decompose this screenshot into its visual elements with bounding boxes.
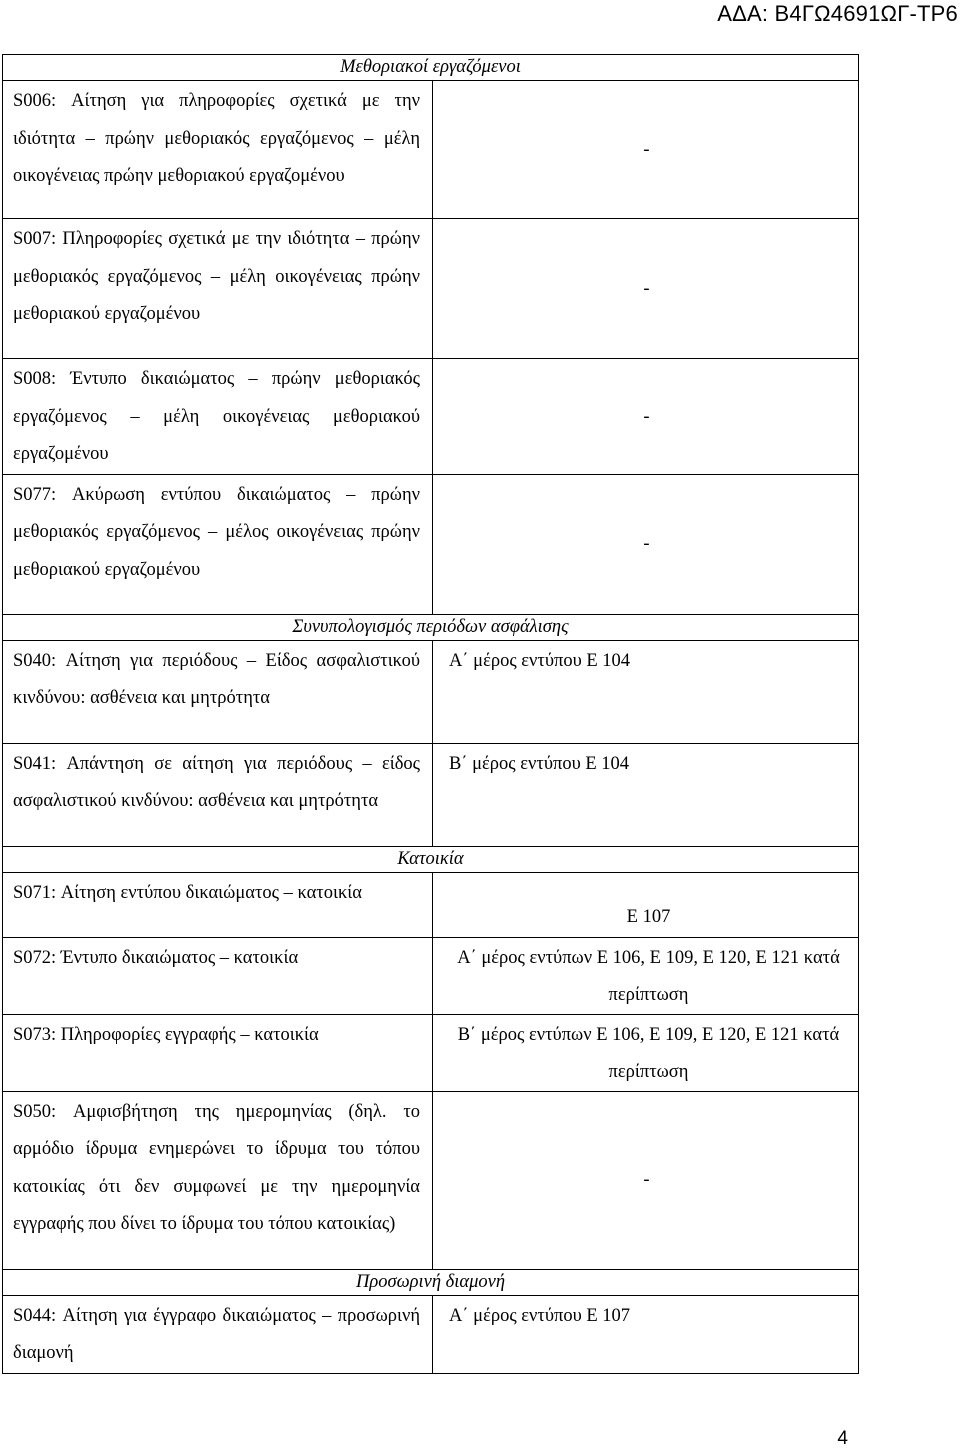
table-row bbox=[3, 872, 859, 937]
document-code: S007 bbox=[13, 229, 52, 249]
document-description bbox=[3, 474, 433, 614]
form-equivalent: Α΄ μέρος εντύπου Ε 107 bbox=[433, 1295, 859, 1373]
document-code: S040 bbox=[13, 650, 52, 671]
section-heading-temporary: Προσωρινή διαμονή bbox=[3, 1269, 859, 1295]
table-row bbox=[3, 640, 859, 743]
form-equivalent: Β΄ μέρος εντύπων Ε 106, Ε 109, Ε 120, Ε 121 κατά περίπτωση bbox=[433, 1014, 859, 1091]
table-row bbox=[3, 474, 859, 614]
form-equivalent: Ε 107 bbox=[433, 872, 859, 937]
document-code: S044 bbox=[13, 1305, 52, 1326]
table-row bbox=[3, 743, 859, 846]
document-title: : Πληροφορίες σχετικά με την ιδιότητα – πρώην μεθοριακός εργαζόμενος – μέλη οικογένειας πρώην μεθοριακού εργαζομένου bbox=[13, 229, 420, 324]
document-code: S050 bbox=[13, 1101, 52, 1122]
document-title: : Απάντηση σε αίτηση για περιόδους – είδος ασφαλιστικού κινδύνου: ασθένεια και μητρότητα bbox=[13, 753, 420, 811]
document-title: : Αίτηση για έγγραφο δικαιώματος – προσωρινή διαμονή bbox=[13, 1305, 420, 1363]
document-description bbox=[3, 1014, 433, 1091]
document-description bbox=[3, 743, 433, 846]
form-equivalent: - bbox=[433, 1091, 859, 1269]
sed-mapping-table bbox=[2, 54, 859, 1374]
table-row bbox=[3, 1091, 859, 1269]
document-description bbox=[3, 872, 433, 937]
form-equivalent: - bbox=[433, 474, 859, 614]
document-description bbox=[3, 937, 433, 1014]
document-title: : Έντυπο δικαιώματος – πρώην μεθοριακός εργαζόμενος – μέλη οικογένειας μεθοριακού εργαζομένου bbox=[13, 369, 420, 464]
section-heading-frontier: Μεθοριακοί εργαζόμενοι bbox=[3, 55, 859, 81]
document-code: S071 bbox=[13, 882, 52, 903]
document-title: : Έντυπο δικαιώματος – κατοικία bbox=[51, 947, 299, 968]
table-row bbox=[3, 937, 859, 1014]
document-code: S008 bbox=[13, 369, 52, 389]
section-row bbox=[3, 614, 859, 640]
document-title: : Αίτηση για περιόδους – Είδος ασφαλιστικού κινδύνου: ασθένεια και μητρότητα bbox=[13, 650, 420, 708]
ada-code: ΑΔΑ: Β4ΓΩ4691ΩΓ-ΤΡ6 bbox=[717, 1, 958, 26]
form-equivalent: Β΄ μέρος εντύπου Ε 104 bbox=[433, 743, 859, 846]
form-equivalent: Α΄ μέρος εντύπου Ε 104 bbox=[433, 640, 859, 743]
page-number: 4 bbox=[837, 1428, 848, 1449]
document-code: S077 bbox=[13, 484, 52, 505]
document-description bbox=[3, 1091, 433, 1269]
document-description bbox=[3, 1295, 433, 1373]
document-code: S006 bbox=[13, 91, 52, 111]
table-row bbox=[3, 81, 859, 219]
form-equivalent: - bbox=[433, 81, 859, 219]
document-title: : Αίτηση εντύπου δικαιώματος – κατοικία bbox=[51, 882, 362, 903]
document-title: : Αμφισβήτηση της ημερομηνίας (δηλ. το αρμόδιο ίδρυμα ενημερώνει το ίδρυμα του τόπου κατοικίας ότι δεν συμφωνεί με την ημερομηνία εγγραφής που δίνει το ίδρυμα του τόπου κατοικίας) bbox=[13, 1101, 420, 1234]
document-title: : Ακύρωση εντύπου δικαιώματος – πρώην μεθοριακός εργαζόμενος – μέλος οικογένειας πρώην μεθοριακού εργαζομένου bbox=[13, 484, 420, 580]
table-row bbox=[3, 219, 859, 359]
document-code: S072 bbox=[13, 947, 52, 968]
form-equivalent: Α΄ μέρος εντύπων Ε 106, Ε 109, Ε 120, Ε 121 κατά περίπτωση bbox=[433, 937, 859, 1014]
document-description bbox=[3, 359, 433, 475]
document-title: : Πληροφορίες εγγραφής – κατοικία bbox=[51, 1024, 319, 1045]
table-row bbox=[3, 1295, 859, 1373]
document-description bbox=[3, 640, 433, 743]
document-description bbox=[3, 219, 433, 359]
form-equivalent: - bbox=[433, 219, 859, 359]
table-row bbox=[3, 359, 859, 475]
document-title: : Αίτηση για πληροφορίες σχετικά με την ιδιότητα – πρώην μεθοριακός εργαζόμενος – μέλη οικογένειας πρώην μεθοριακού εργαζομένου bbox=[13, 91, 420, 186]
table-row bbox=[3, 1014, 859, 1091]
form-equivalent: - bbox=[433, 359, 859, 475]
section-row bbox=[3, 846, 859, 872]
section-row bbox=[3, 1269, 859, 1295]
section-row bbox=[3, 55, 859, 81]
section-heading-residence: Κατοικία bbox=[3, 846, 859, 872]
document-code: S073 bbox=[13, 1024, 52, 1045]
section-heading-aggregation: Συνυπολογισμός περιόδων ασφάλισης bbox=[3, 614, 859, 640]
document-code: S041 bbox=[13, 753, 52, 774]
document-description bbox=[3, 81, 433, 219]
